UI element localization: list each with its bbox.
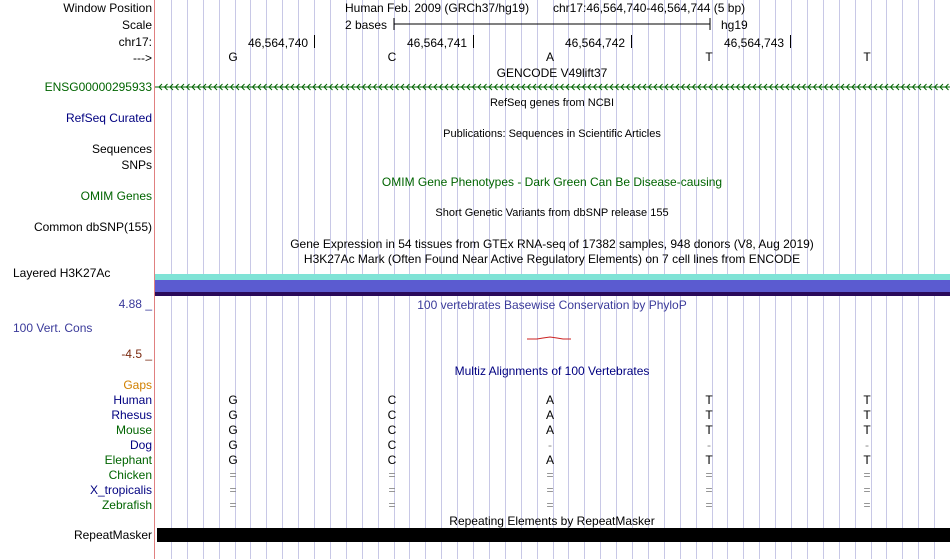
coord-tick [631,35,632,48]
track-data-area[interactable] [155,0,950,559]
coord-tick [790,35,791,48]
track-label-column [0,0,154,559]
alignment-base: A [545,393,555,407]
alignment-base: A [545,453,555,467]
ref-base: G [228,50,238,64]
scale-bar-text: 2 bases [345,18,388,32]
alignment-base: - [707,438,711,452]
species-mouse-label: Mouse [115,423,152,437]
coord-tick [473,35,474,48]
alignment-base: = [229,468,237,482]
alignment-base: C [387,393,397,407]
alignment-base: C [387,408,397,422]
alignment-base: = [863,468,871,482]
position-readout: chr17:46,564,740-46,564,744 (5 bp) [553,1,746,15]
alignment-base: T [705,453,713,467]
alignment-base: G [228,453,238,467]
alignment-base: T [863,393,871,407]
alignment-base: C [387,438,397,452]
layered-h3k27ac-label[interactable]: Layered H3K27Ac [13,266,111,280]
species-rhesus-label: Rhesus [111,408,152,422]
ref-base: A [545,50,555,64]
alignment-base: A [545,423,555,437]
alignment-base: = [863,498,871,512]
alignment-base: = [705,483,713,497]
alignment-base: T [863,408,871,422]
window-position-label: Window Position [63,1,152,15]
omim-track-title: OMIM Gene Phenotypes - Dark Green Can Be Disease-causing [381,175,723,189]
coord-label: 46,564,742 [565,36,626,50]
coord-label: 46,564,741 [407,36,468,50]
alignment-base: = [546,483,554,497]
gene-feature-ensg[interactable] [155,81,950,93]
alignment-base: = [705,468,713,482]
scale-label: Scale [121,18,152,32]
gencode-track-title: GENCODE V49lift37 [496,66,608,80]
repeatmasker-label[interactable]: RepeatMasker [73,528,152,542]
alignment-base: T [705,408,713,422]
snps-label[interactable]: SNPs [121,158,152,172]
alignment-base: T [705,423,713,437]
scale-db: hg19 [721,18,748,32]
alignment-base: C [387,423,397,437]
alignment-base: = [388,483,396,497]
refseq-track-title: RefSeq genes from NCBI [489,97,615,109]
alignment-base: = [388,468,396,482]
publications-track-title: Publications: Sequences in Scientific Articles [443,128,661,140]
coord-label: 46,564,743 [724,36,785,50]
repeatmasker-element[interactable] [157,528,950,542]
alignment-base: - [865,438,869,452]
alignment-base: T [863,423,871,437]
alignment-base: = [388,498,396,512]
cons-track-label[interactable]: 100 Vert. Cons [13,321,93,335]
alignment-base: G [228,393,238,407]
ref-base: T [863,50,871,64]
ref-base: T [705,50,713,64]
alignment-base: = [546,498,554,512]
alignment-base: A [545,408,555,422]
dbsnp-track-title: Short Genetic Variants from dbSNP release 155 [435,207,669,219]
coord-label: 46,564,740 [248,36,309,50]
gtex-track-title: Gene Expression in 54 tissues from GTEx RNA-seq of 17382 samples, 948 donors (V8, Aug 2019) [290,237,814,251]
assembly-title: Human Feb. 2009 (GRCh37/hg19) [345,1,530,15]
alignment-base: = [229,483,237,497]
species-zebrafish-label: Zebrafish [101,498,152,512]
species-chicken-label: Chicken [108,468,152,482]
multiz-track-title: Multiz Alignments of 100 Vertebrates [454,364,650,378]
phylop-signal [525,334,575,342]
h3k27ac-layer-dark [155,292,950,296]
species-human-label: Human [113,393,152,407]
alignment-base: = [229,498,237,512]
coord-tick [314,35,315,48]
alignment-base: - [548,438,552,452]
alignment-base: G [228,423,238,437]
refseq-curated-label[interactable]: RefSeq Curated [65,111,152,125]
species-dog-label: Dog [129,438,152,452]
alignment-base: G [228,408,238,422]
sequences-label[interactable]: Sequences [91,142,152,156]
scale-bar [393,17,713,31]
h3k27ac-track-title: H3K27Ac Mark (Often Found Near Active Regulatory Elements) on 7 cell lines from ENCODE [303,252,801,266]
phylop-track-title: 100 vertebrates Basewise Conservation by PhyloP [417,298,687,312]
cons-min-label: -4.5 _ [121,347,152,361]
gene-link-ensg[interactable]: ENSG00000295933 [44,80,152,94]
species-elephant-label: Elephant [104,453,152,467]
strand-arrow-label[interactable]: ---> [133,51,152,65]
omim-genes-label[interactable]: OMIM Genes [80,189,152,203]
alignment-base: G [228,438,238,452]
cons-max-label: 4.88 _ [118,297,152,311]
chrom-label: chr17: [118,35,152,49]
h3k27ac-layer-blue [155,280,950,292]
ref-base: C [387,50,397,64]
alignment-base: C [387,453,397,467]
repeatmasker-track-title: Repeating Elements by RepeatMasker [449,514,655,528]
alignment-base: T [705,393,713,407]
dbsnp-label[interactable]: Common dbSNP(155) [33,220,152,234]
alignment-base: = [863,483,871,497]
alignment-base: T [863,453,871,467]
species-xtropicalis-label: X_tropicalis [89,483,152,497]
alignment-base: = [546,468,554,482]
alignment-base: = [705,498,713,512]
gaps-label: Gaps [123,378,152,392]
